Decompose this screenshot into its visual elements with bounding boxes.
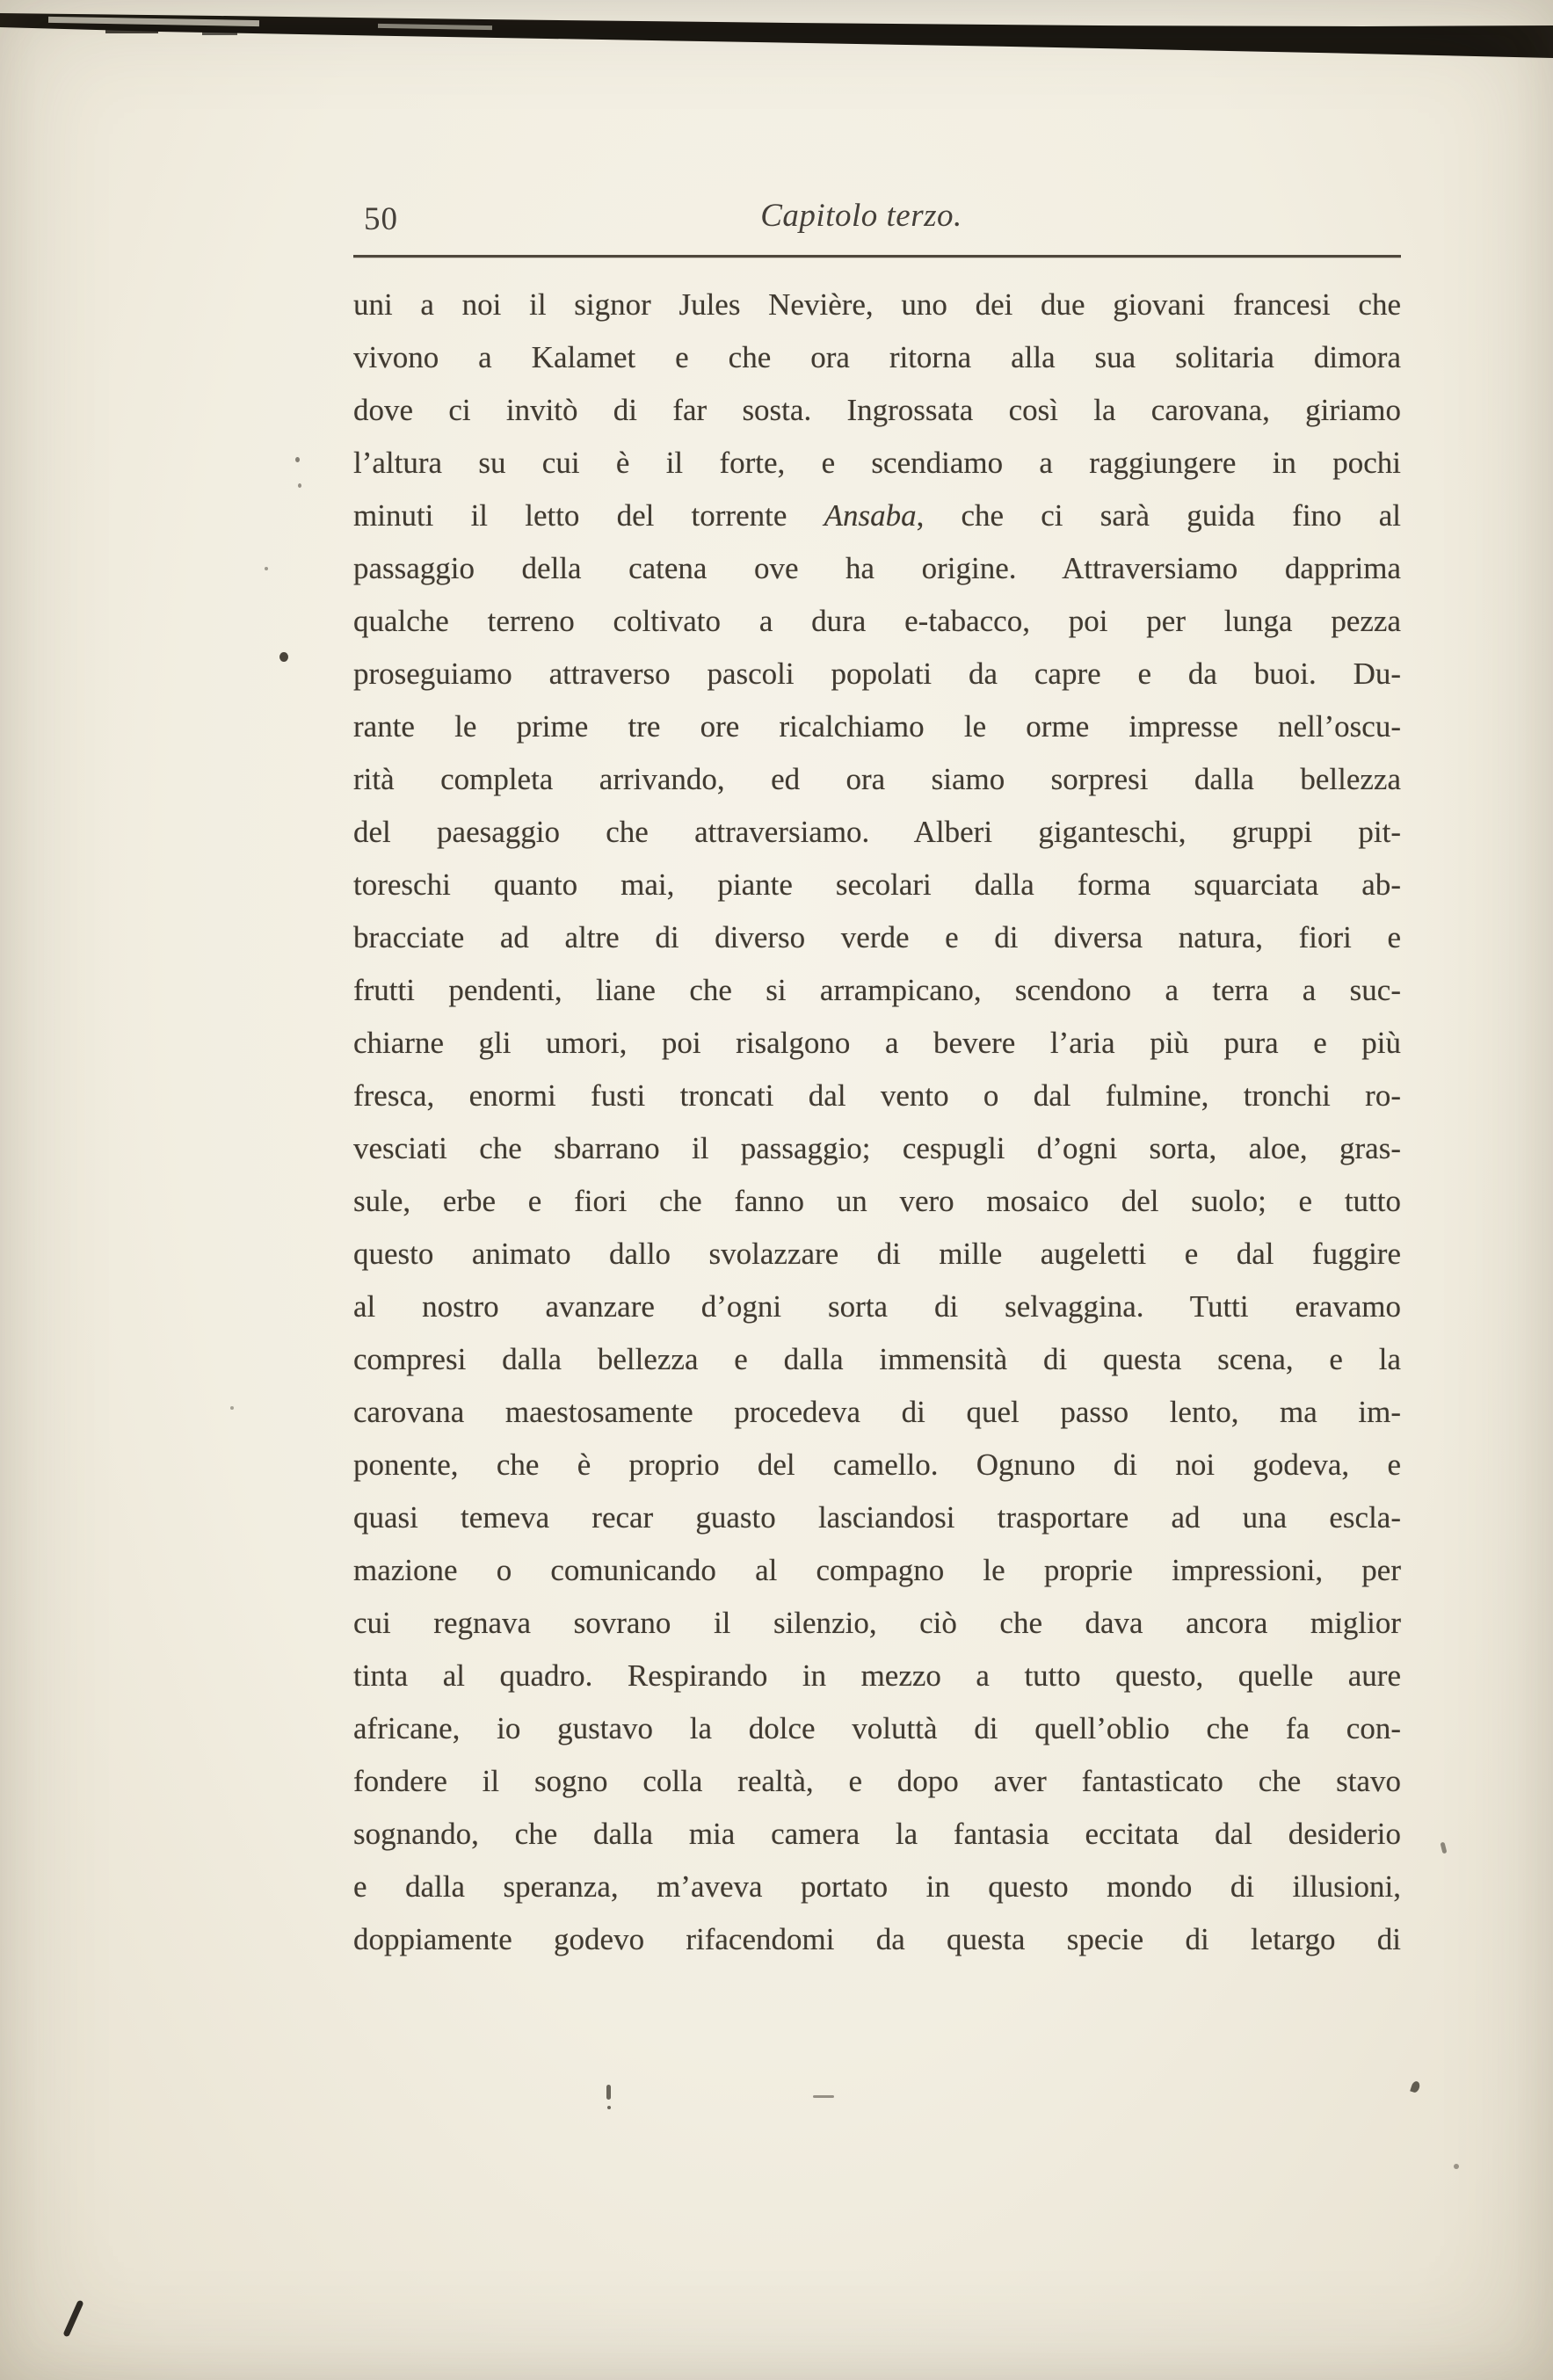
text-line: rante le prime tre ore ricalchiamo le orme impresse nell’oscu- xyxy=(353,709,1401,744)
scan-speck xyxy=(230,1406,234,1410)
scan-speck xyxy=(1410,2080,1421,2093)
text-line: bracciate ad altre di diverso verde e di diversa natura, fiori e xyxy=(353,920,1401,954)
text-line: frutti pendenti, liane che si arrampicano, scendono a terra a suc- xyxy=(353,973,1401,1007)
text-line: quasi temeva recar guasto lasciandosi trasportare ad una escla- xyxy=(353,1500,1401,1535)
scan-speck xyxy=(1454,2164,1459,2169)
text-line: ponente, che è proprio del camello. Ognuno di noi godeva, e xyxy=(353,1448,1401,1482)
text-line: proseguiamo attraverso pascoli popolati da capre e da buoi. Du- xyxy=(353,657,1401,691)
scan-edge-artifact xyxy=(0,0,1553,88)
text-line: al nostro avanzare d’ogni sorta di selvaggina. Tutti eravamo xyxy=(353,1289,1401,1324)
text-line: chiarne gli umori, poi risalgono a bevere l’aria più pura e più xyxy=(353,1026,1401,1060)
text-line: carovana maestosamente procedeva di quel passo lento, ma im- xyxy=(353,1395,1401,1429)
text-line: uni a noi il signor Jules Nevière, uno dei due giovani francesi che xyxy=(353,287,1401,322)
scan-speck xyxy=(298,483,301,488)
text-line: passaggio della catena ove ha origine. Attraversiamo dapprima xyxy=(353,551,1401,585)
body-text xyxy=(353,279,1401,1966)
text-block xyxy=(353,197,1401,1966)
text-line: cui regnava sovrano il silenzio, ciò che dava ancora miglior xyxy=(353,1606,1401,1640)
text-line: rità completa arrivando, ed ora siamo sorpresi dalla bellezza xyxy=(353,762,1401,796)
scan-speck xyxy=(265,567,268,570)
text-line: qualche terreno coltivato a dura e-tabacco, poi per lunga pezza xyxy=(353,604,1401,638)
text-line: fondere il sogno colla realtà, e dopo aver fantasticato che stavo xyxy=(353,1764,1401,1798)
text-line: l’altura su cui è il forte, e scendiamo a raggiungere in pochi xyxy=(353,446,1401,480)
scan-speck xyxy=(607,2106,611,2109)
text-line: africane, io gustavo la dolce voluttà di quell’oblio che fa con- xyxy=(353,1711,1401,1745)
header-rule xyxy=(353,255,1401,258)
chapter-running-title: Capitolo terzo. xyxy=(760,198,962,234)
text-line: tinta al quadro. Respirando in mezzo a tutto questo, quelle aure xyxy=(353,1658,1401,1693)
page-header xyxy=(353,197,1401,246)
scan-speck xyxy=(279,652,288,662)
scan-speck xyxy=(1441,1842,1448,1854)
text-line: vesciati che sbarrano il passaggio; cespugli d’ogni sorta, aloe, gras- xyxy=(353,1131,1401,1165)
text-line: fresca, enormi fusti troncati dal vento o dal fulmine, tronchi ro- xyxy=(353,1078,1401,1113)
text-line: toreschi quanto mai, piante secolari dalla forma squarciata ab- xyxy=(353,867,1401,902)
scan-speck xyxy=(813,2095,834,2098)
text-line: vivono a Kalamet e che ora ritorna alla sua solitaria dimora xyxy=(353,340,1401,374)
text-line: del paesaggio che attraversiamo. Alberi giganteschi, gruppi pit- xyxy=(353,815,1401,849)
text-line: sule, erbe e fiori che fanno un vero mosaico del suolo; e tutto xyxy=(353,1184,1401,1218)
text-line: compresi dalla bellezza e dalla immensità di questa scena, e la xyxy=(353,1342,1401,1376)
scan-speck xyxy=(606,2085,611,2100)
scan-speck xyxy=(295,457,300,462)
text-line: mazione o comunicando al compagno le proprie impressioni, per xyxy=(353,1553,1401,1587)
pen-mark xyxy=(62,2299,83,2337)
page-number: 50 xyxy=(364,201,398,237)
text-line: dove ci invitò di far sosta. Ingrossata così la carovana, giriamo xyxy=(353,393,1401,427)
text-line: minuti il letto del torrente Ansaba, che ci sarà guida fino al xyxy=(353,498,1401,533)
text-line: e dalla speranza, m’aveva portato in questo mondo di illusioni, xyxy=(353,1869,1401,1904)
text-line: doppiamente godevo rifacendomi da questa specie di letargo di xyxy=(353,1922,1401,1956)
text-line: questo animato dallo svolazzare di mille augeletti e dal fuggire xyxy=(353,1237,1401,1271)
text-line: sognando, che dalla mia camera la fantasia eccitata dal desiderio xyxy=(353,1817,1401,1851)
